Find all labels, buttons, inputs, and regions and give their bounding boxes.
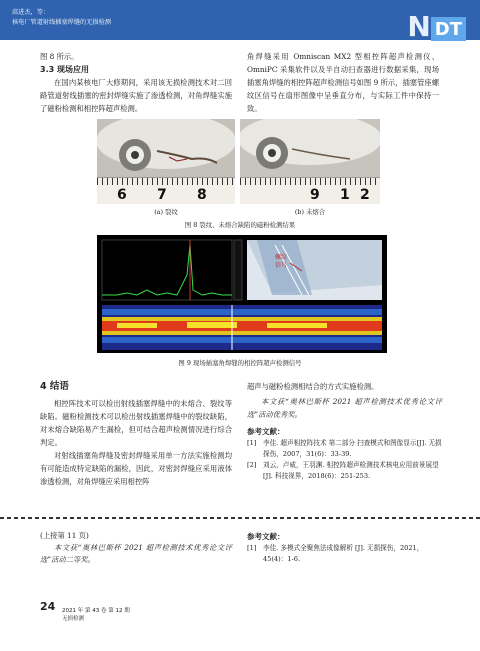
bottom-right (247, 530, 442, 565)
para-field-application: 在国内某核电厂大修期间，采用该无损检测技术对二回路管道射线插塞的密封焊缝实施了渗透检测，对角焊缝实施了磁粉检测和相控阵超声检测。 (40, 78, 232, 113)
bottom-left (40, 530, 232, 566)
figure9-caption: 图 9 现场插塞角焊缝的相控阵超声检测信号 (178, 359, 302, 367)
section-4-title: 4 结语 (40, 381, 69, 392)
svg-text:信号: 信号 (275, 262, 288, 269)
logo-dt: DT (431, 17, 466, 41)
para-omniscan: 角焊缝采用 Omniscan MX2 型相控阵超声检测仪、OmniPC 采集软件以及半自动扫查器进行数据采集，现场插塞角焊缝的相控阵超声检测信号如图 9 所示，插塞管座螺纹区信号在扇形图像中呈垂直分布，与实际工件中保持一致。 (247, 52, 439, 113)
figure8a-label: (a) 裂纹 (154, 208, 178, 216)
journal-name: 无损检测 (62, 616, 85, 622)
bottom-award-note: 本文获“奥林巴斯杯 2021 超声检测技术优秀论文评选”活动二等奖。 (40, 543, 232, 564)
paut-signal-plot (97, 235, 387, 353)
page-number: 24 (40, 600, 56, 613)
ruler-b: 9 1 2 (240, 177, 380, 204)
section-3-3-title: 3.3 现场应用 (40, 65, 89, 74)
issue-info: 2021 年 第 43 卷 第 12 期 (62, 608, 130, 614)
bottom-reference-item: [1] 李佳. 多模式全聚焦法成像解析 [J]. 无损探伤，2021，45(4)：1-6. (247, 544, 424, 563)
bottom-references-title: 参考文献： (247, 532, 285, 541)
svg-text:螺纹: 螺纹 (275, 254, 288, 261)
header-running-title: 核电厂管道射线插塞焊缝的无损检测 (12, 19, 111, 26)
journal-logo (407, 12, 466, 42)
logo-n: N (407, 10, 431, 43)
figure9-ut-image (97, 235, 387, 353)
figure8b-photo (240, 119, 380, 204)
right-column-top (247, 50, 439, 115)
ruler-a: 6 7 8 (97, 177, 235, 204)
section-divider (0, 517, 480, 519)
reference-item: [1] 李佳. 超声相控阵技术 第二部分 扫查模式和图像显示[J]. 无损探伤，2007，31(6)：33-39. (247, 439, 442, 458)
conclusion-para-2: 对射线插塞角焊缝及密封焊缝采用单一方法实施检测均有可能造成特定缺陷的漏检，因此，对密封焊缝应采用液体渗透检测，对角焊缝应采用相控阵 (40, 451, 232, 486)
conclusion-para-1: 相控阵技术可以检出射线插塞焊缝中的未熔合、裂纹等缺陷。磁粉检测技术可以检出射线插塞焊缝中的裂纹缺陷，对未熔合缺陷易产生漏检，但可结合超声检测情况进行综合判定。 (40, 399, 232, 447)
figure8b-label: (b) 未熔合 (294, 208, 326, 216)
para-fig8-ref: 图 8 所示。 (40, 52, 79, 61)
header-authors: 邱进杰，等： (12, 9, 50, 16)
figure8a-photo (97, 119, 235, 204)
references-title: 参考文献： (247, 427, 285, 436)
left-column-top (40, 50, 232, 115)
figure8-caption: 图 8 裂纹、未熔合缺陷的磁粉检测结果 (184, 221, 296, 229)
award-note: 本文获“奥林巴斯杯 2021 超声检测技术优秀论文评选”活动优秀奖。 (247, 397, 442, 419)
right-column-lower (247, 380, 442, 482)
reference-item: [2] 刘云，卢威，王羽渊. 相控阵超声检测技术核电应用前景展望[J]. 科技视界，2018(6)：251-253. (247, 461, 439, 480)
continued-note: (上接第 11 页) (40, 531, 89, 540)
conclusion-continued: 超声与磁粉检测相结合的方式实施检测。 (247, 382, 379, 391)
left-column-conclusion (40, 380, 232, 488)
